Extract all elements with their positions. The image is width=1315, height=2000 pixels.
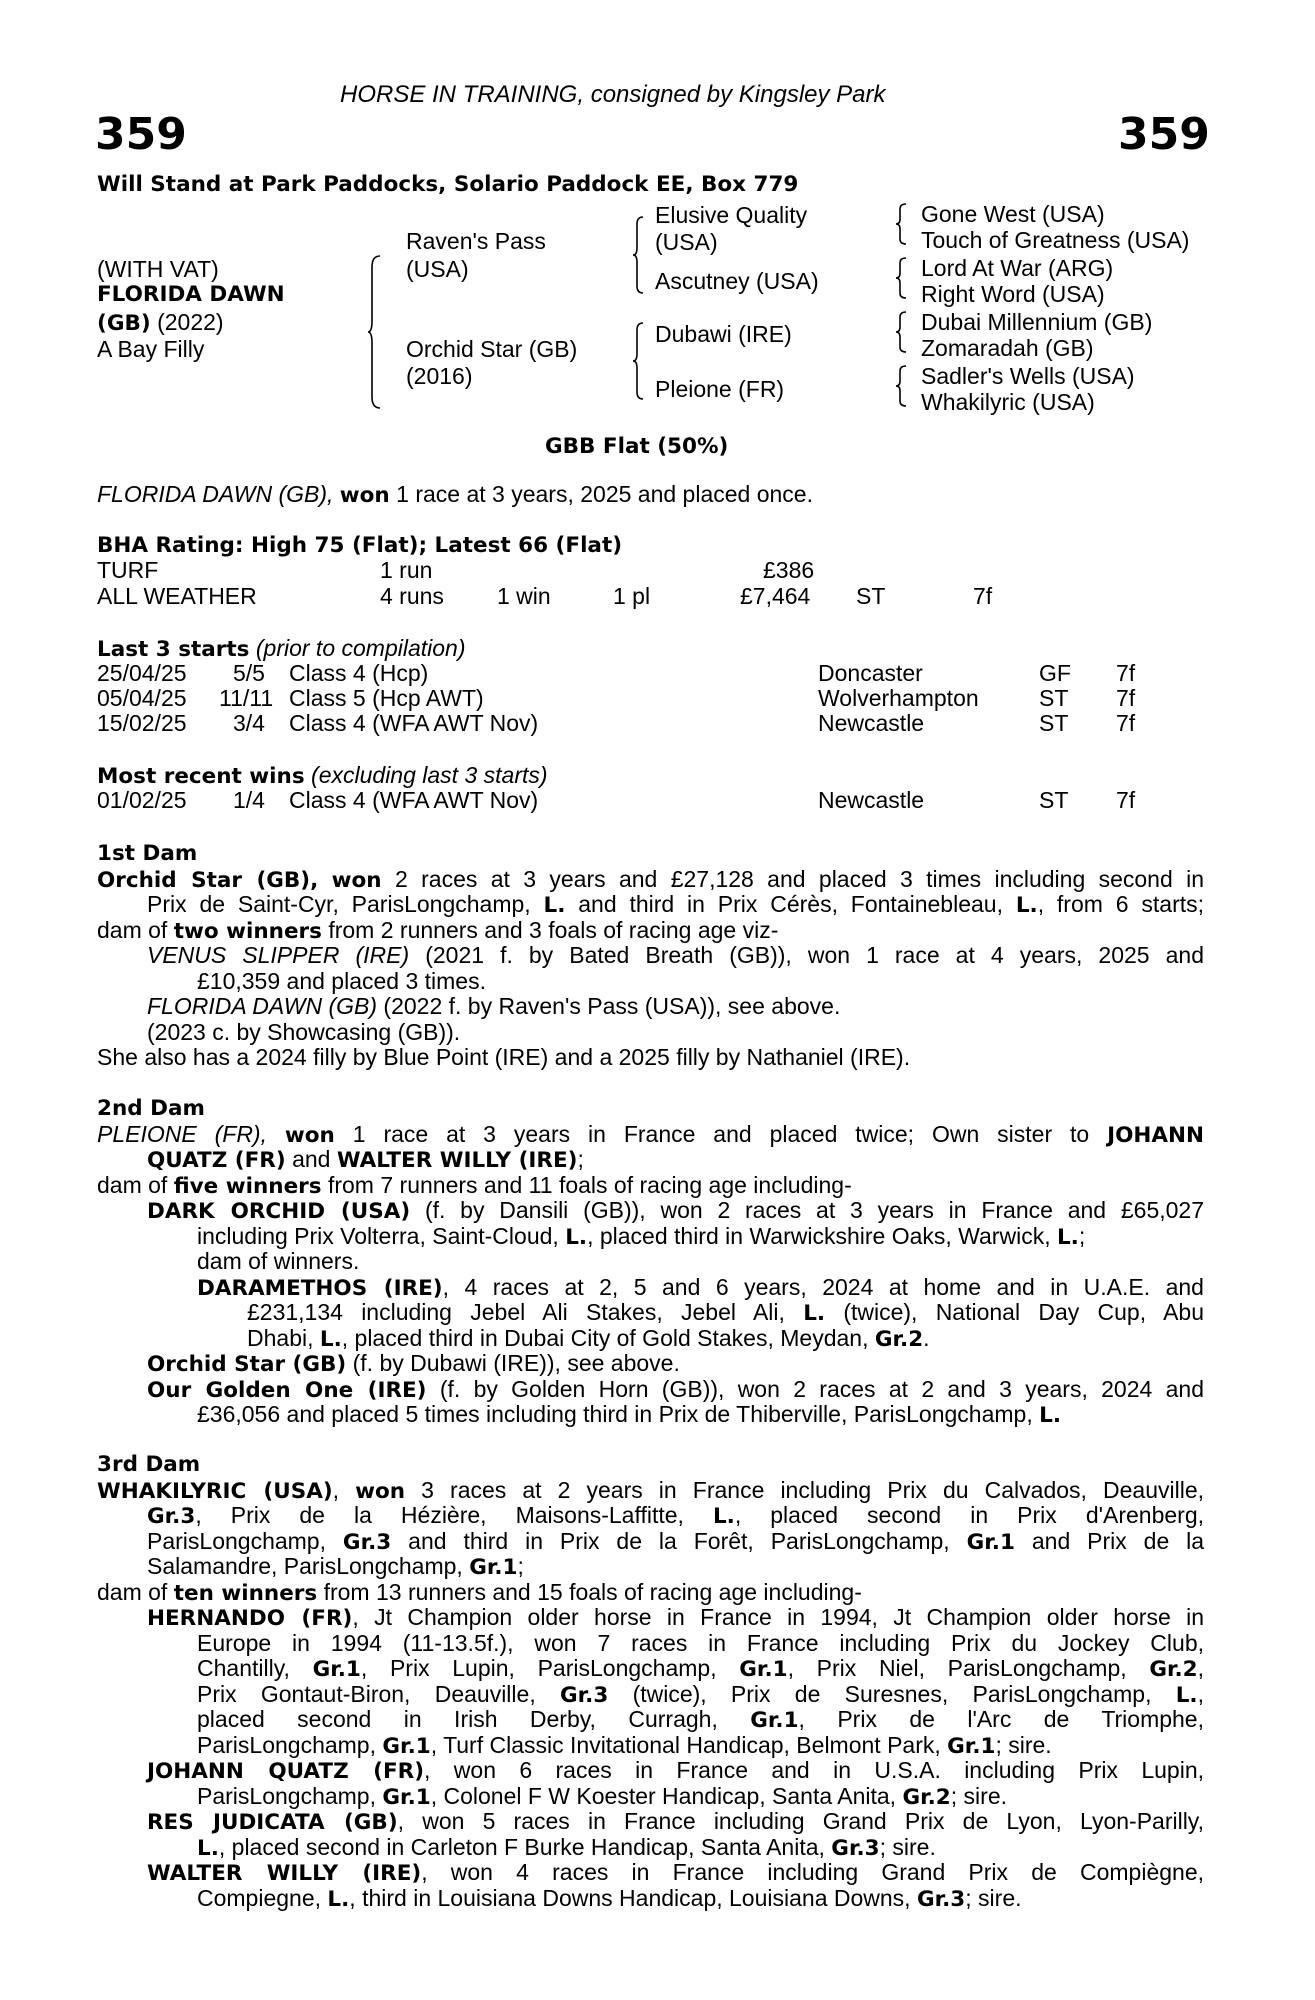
sire-name: Raven's Pass (406, 228, 546, 254)
group-mark: Gr.3 (342, 1529, 392, 1554)
text: from 2 runners and 3 foals of racing age viz- (328, 916, 779, 943)
offspring-name: WALTER WILLY (IRE) (147, 1861, 422, 1886)
last3-heading (97, 636, 466, 663)
text: dam of (97, 916, 168, 943)
offspring-name: RES JUDICATA (GB) (147, 1810, 398, 1835)
dam-record: 2 races at 3 years and £27,128 and placed 3 times including second in (394, 866, 1204, 892)
win-going: ST (1039, 787, 1069, 813)
dam-name-bold: WHAKILYRIC (USA) (97, 1478, 333, 1503)
start-date: 05/04/25 (97, 685, 187, 711)
sire-origin: (USA) (406, 256, 469, 282)
won-bold: won (355, 1478, 406, 1503)
group-mark: Gr.3 (831, 1835, 880, 1861)
text: ; (1078, 1222, 1086, 1249)
listed-mark: L. (197, 1835, 219, 1861)
rating-going: ST (856, 583, 886, 609)
summary-record: 1 race at 3 years, 2025 and placed once. (396, 481, 813, 507)
start-position: 3/4 (233, 710, 265, 736)
text: dam of (97, 1171, 168, 1198)
text: Europe in 1994 (11-13.5f.), won 7 races in France including Prix du Jockey Club, (197, 1630, 1204, 1656)
group-mark: Gr.1 (750, 1708, 799, 1733)
group-mark: Gr.1 (382, 1784, 431, 1810)
text: (twice), Prix de Suresnes, ParisLongchamp, (632, 1681, 1152, 1707)
group-mark: Gr.3 (559, 1682, 609, 1707)
dam-sire: Dubawi (IRE) (655, 321, 792, 347)
text: and third in Prix Cérès, Fontainebleau, (578, 892, 1003, 917)
group-mark: Gr.1 (947, 1733, 996, 1759)
first-dam-section (97, 841, 1204, 1071)
won-bold: won (331, 867, 382, 892)
first-dam-heading: 1st Dam (97, 841, 198, 866)
start-race: Class 4 (WFA AWT Nov) (289, 710, 539, 736)
text: 1 race at 3 years in France and placed twice; Own sister to (352, 1121, 1090, 1147)
sire-dam: Ascutney (USA) (655, 268, 819, 294)
text: (2023 c. by Showcasing (GB)). (147, 1018, 461, 1045)
vat-status: (WITH VAT) (97, 256, 219, 282)
second-dam-heading: 2nd Dam (97, 1096, 205, 1121)
start-going: GF (1039, 660, 1071, 686)
recent-wins-heading (97, 763, 548, 790)
text: , placed third in Dubai City of Gold Stakes, Meydan, (341, 1324, 869, 1351)
sd-sire: Lord At War (ARG) (921, 255, 1114, 281)
text: , (1197, 1656, 1204, 1681)
text: Dhabi, (247, 1324, 314, 1351)
group-mark: Gr.1 (312, 1657, 361, 1682)
horse-description: A Bay Filly (97, 336, 205, 362)
text: ParisLongchamp, (197, 1782, 376, 1809)
text: , (332, 1477, 340, 1503)
text: , Prix Niel, ParisLongchamp, (787, 1656, 1127, 1681)
rating-distance: 7f (973, 583, 993, 609)
second-dam-section (97, 1096, 1204, 1428)
group-mark: Gr.3 (147, 1504, 196, 1529)
dam-year: (2016) (406, 363, 473, 389)
ss-sire: Gone West (USA) (921, 201, 1105, 227)
text: , (1197, 1681, 1204, 1707)
listed-mark: L. (1175, 1682, 1198, 1707)
text: She also has a 2024 filly by Blue Point (IRE) and a 2025 filly by Nathaniel (IRE). (97, 1044, 911, 1070)
text: (twice), National Day Cup, Abu (843, 1300, 1204, 1325)
group-mark: Gr.1 (382, 1733, 431, 1759)
ss-dam: Touch of Greatness (USA) (921, 227, 1190, 253)
winners-count: five winners (173, 1173, 322, 1199)
win-distance: 7f (1116, 787, 1136, 813)
text: ; sire. (965, 1884, 1022, 1911)
text: Prix Gontaut-Biron, Deauville, (197, 1681, 536, 1707)
sd-dam: Right Word (USA) (921, 281, 1105, 307)
text: from 7 runners and 11 foals of racing age including- (327, 1171, 852, 1198)
start-course: Doncaster (818, 660, 923, 686)
lot-number-left: 359 (95, 109, 187, 160)
stabling-location: Will Stand at Park Paddocks, Solario Paddock EE, Box 779 (97, 172, 799, 197)
text: ; (577, 1146, 584, 1172)
text: £231,134 including Jebel Ali Stakes, Jebel Ali, (247, 1300, 785, 1325)
horse-name: FLORIDA DAWN (97, 282, 285, 307)
start-race: Class 5 (Hcp AWT) (289, 685, 484, 711)
text: , placed second in Prix d'Arenberg, (734, 1503, 1204, 1528)
win-race: Class 4 (WFA AWT Nov) (289, 787, 539, 813)
text: ParisLongchamp, (147, 1528, 326, 1554)
offspring-name: DARAMETHOS (IRE) (197, 1275, 443, 1300)
brace-g3-2 (896, 257, 908, 301)
brace-g3-4 (896, 365, 908, 409)
text: £10,359 and placed 3 times. (197, 967, 486, 994)
sibling-name: JOHANN (1107, 1122, 1204, 1147)
listed-mark: L. (565, 1224, 588, 1250)
summary-horse-name: FLORIDA DAWN (GB), (97, 481, 334, 507)
text: dam of (97, 1578, 168, 1605)
offspring-name: Orchid Star (GB) (147, 1352, 347, 1377)
text: Chantilly, (197, 1656, 290, 1681)
last3-title: Last 3 starts (97, 637, 250, 662)
text: ; sire. (995, 1731, 1052, 1758)
group-mark: Gr.3 (916, 1886, 966, 1912)
text: (2021 f. by Bated Breath (GB)), won 1 race at 4 years, 2025 and (425, 943, 1204, 968)
dam-name-bold: Orchid Star (GB) (97, 867, 311, 892)
listed-mark: L. (319, 1326, 342, 1352)
horse-origin-line (97, 310, 224, 337)
win-position: 1/4 (233, 787, 265, 813)
race-summary (97, 482, 813, 509)
rating-wins: 1 win (497, 583, 551, 609)
start-date: 15/02/25 (97, 710, 187, 736)
dam-name: Orchid Star (GB) (406, 336, 578, 362)
pedigree-brace-dam (633, 322, 645, 402)
text: , Prix Lupin, ParisLongchamp, (360, 1656, 717, 1681)
text: ; sire. (879, 1833, 936, 1860)
offspring-name: FLORIDA DAWN (GB) (147, 993, 378, 1019)
pedigree-brace-sire (633, 216, 645, 296)
text: , won 6 races in France and in U.S.A. including Prix Lupin, (424, 1758, 1204, 1783)
text: (2022 f. by Raven's Pass (USA)), see above. (383, 993, 841, 1019)
text: , Colonel F W Koester Handicap, Santa Anita, (430, 1782, 897, 1809)
text: placed second in Irish Derby, Curragh, (197, 1707, 718, 1732)
offspring-name: VENUS SLIPPER (IRE) (147, 943, 410, 968)
text: , won 4 races in France including Grand Prix de Compiègne, (421, 1860, 1204, 1885)
summary-won: won (339, 483, 390, 508)
text: 3 races at 2 years in France including Prix du Calvados, Deauville, (421, 1477, 1204, 1503)
rating-surface: ALL WEATHER (97, 583, 257, 609)
recent-wins-note: (excluding last 3 starts) (311, 762, 548, 788)
text: , third in Louisiana Downs Handicap, Louisiana Downs, (349, 1884, 911, 1911)
listed-mark: L. (1015, 893, 1038, 918)
text: , Jt Champion older horse in France in 1994, Jt Champion older horse in (352, 1605, 1204, 1630)
sire-sire-origin: (USA) (655, 229, 718, 255)
text: (f. by Dansili (GB)), won 2 races at 3 years in France and £65,027 (424, 1198, 1204, 1223)
rating-runs: 1 run (380, 557, 433, 583)
win-course: Newcastle (818, 787, 925, 813)
group-mark: Gr.1 (469, 1555, 518, 1580)
group-mark: Gr.2 (1149, 1657, 1198, 1682)
sire-sire-name: Elusive Quality (655, 202, 808, 228)
start-race: Class 4 (Hcp) (289, 660, 429, 686)
text: (f. by Dubawi (IRE)), see above. (352, 1350, 680, 1376)
text: ; sire. (950, 1782, 1007, 1809)
third-dam-heading: 3rd Dam (97, 1452, 201, 1477)
text: Prix de Saint-Cyr, ParisLongchamp, (147, 892, 531, 917)
horse-year: (2022) (157, 309, 224, 335)
offspring-name: DARK ORCHID (USA) (147, 1199, 411, 1224)
start-course: Newcastle (818, 710, 925, 736)
rating-surface: TURF (97, 557, 159, 583)
start-position: 5/5 (233, 660, 265, 686)
brace-g3-1 (896, 203, 908, 247)
rating-prize: £7,464 (740, 583, 811, 609)
listed-mark: L. (327, 1886, 350, 1912)
start-going: ST (1039, 710, 1069, 736)
text: , Turf Classic Invitational Handicap, Belmont Park, (430, 1731, 941, 1758)
recent-wins-title: Most recent wins (97, 764, 305, 789)
start-date: 25/04/25 (97, 660, 187, 686)
text: , placed second in Carleton F Burke Handicap, Santa Anita, (218, 1833, 825, 1860)
group-mark: Gr.1 (739, 1657, 788, 1682)
text: and third in Prix de la Forêt, ParisLongchamp, (408, 1528, 950, 1554)
gbb-status: GBB Flat (50%) (545, 434, 729, 459)
listed-mark: L. (1056, 1224, 1079, 1250)
ds-dam: Zomaradah (GB) (921, 335, 1094, 361)
offspring-name: Our Golden One (IRE) (147, 1377, 427, 1402)
rating-runs: 4 runs (380, 583, 444, 609)
text: , from 6 starts; (1037, 892, 1204, 917)
group-mark: Gr.2 (874, 1326, 924, 1352)
text: Compiegne, (197, 1884, 322, 1911)
brace-g3-3 (896, 311, 908, 355)
dd-dam: Whakilyric (USA) (921, 389, 1095, 415)
text: , won 5 races in France including Grand Prix de Lyon, Lyon-Parilly, (397, 1809, 1204, 1834)
sibling-name: WALTER WILLY (IRE) (336, 1148, 578, 1173)
start-position: 11/11 (219, 685, 274, 711)
start-going: ST (1039, 685, 1069, 711)
text: dam of winners. (197, 1248, 360, 1274)
winners-count: ten winners (173, 1580, 318, 1606)
text: Salamandre, ParisLongchamp, (147, 1553, 463, 1579)
group-mark: Gr.1 (966, 1529, 1015, 1554)
listed-mark: L. (803, 1301, 826, 1326)
dam-name: PLEIONE (FR), (97, 1121, 267, 1147)
group-mark: Gr.2 (902, 1784, 951, 1810)
offspring-name: JOHANN QUATZ (FR) (147, 1759, 425, 1784)
sale-type-heading: HORSE IN TRAINING, consigned by Kingsley Park (340, 81, 886, 108)
listed-mark: L. (543, 893, 566, 918)
start-distance: 7f (1116, 685, 1136, 711)
text: , 4 races at 2, 5 and 6 years, 2024 at home and in U.A.E. and (442, 1274, 1204, 1300)
start-distance: 7f (1116, 660, 1136, 686)
start-distance: 7f (1116, 710, 1136, 736)
rating-prize: £386 (763, 557, 815, 583)
win-date: 01/02/25 (97, 787, 187, 813)
text: . (923, 1324, 930, 1351)
listed-mark: L. (1039, 1403, 1061, 1428)
last3-note: (prior to compilation) (255, 635, 466, 661)
dam-dam: Pleione (FR) (655, 376, 785, 402)
listed-mark: L. (712, 1504, 735, 1529)
winners-count: two winners (173, 918, 322, 944)
bha-rating-title: BHA Rating: High 75 (Flat); Latest 66 (Flat) (97, 533, 623, 558)
won-bold: won (284, 1122, 335, 1147)
rating-placed: 1 pl (613, 583, 651, 609)
lot-number-right: 359 (1118, 109, 1210, 160)
text: £36,056 and placed 5 times including third in Prix de Thiberville, ParisLongchamp, (197, 1401, 1033, 1427)
text: , placed third in Warwickshire Oaks, Warwick, (587, 1222, 1051, 1249)
text: including Prix Volterra, Saint-Cloud, (197, 1222, 559, 1249)
third-dam-section (97, 1452, 1204, 1911)
dd-sire: Sadler's Wells (USA) (921, 363, 1135, 389)
offspring-name: HERNANDO (FR) (147, 1606, 353, 1631)
text: , Prix de la Hézière, Maisons-Laffitte, (195, 1503, 684, 1528)
pedigree-brace-main (368, 255, 382, 410)
ds-sire: Dubai Millennium (GB) (921, 309, 1153, 335)
text: (f. by Golden Horn (GB)), won 2 races at 2 and 3 years, 2024 and (439, 1376, 1204, 1402)
horse-origin: (GB) (97, 311, 151, 336)
start-course: Wolverhampton (818, 685, 979, 711)
text: , Prix de l'Arc de Triomphe, (798, 1707, 1204, 1732)
dam-sep: , (310, 867, 319, 892)
text: and Prix de la (1031, 1528, 1204, 1554)
text: and (292, 1146, 331, 1172)
text: ; (517, 1553, 524, 1579)
text: ParisLongchamp, (197, 1731, 376, 1758)
text: from 13 runners and 15 foals of racing age including- (323, 1578, 862, 1605)
sibling-name: QUATZ (FR) (147, 1148, 286, 1173)
